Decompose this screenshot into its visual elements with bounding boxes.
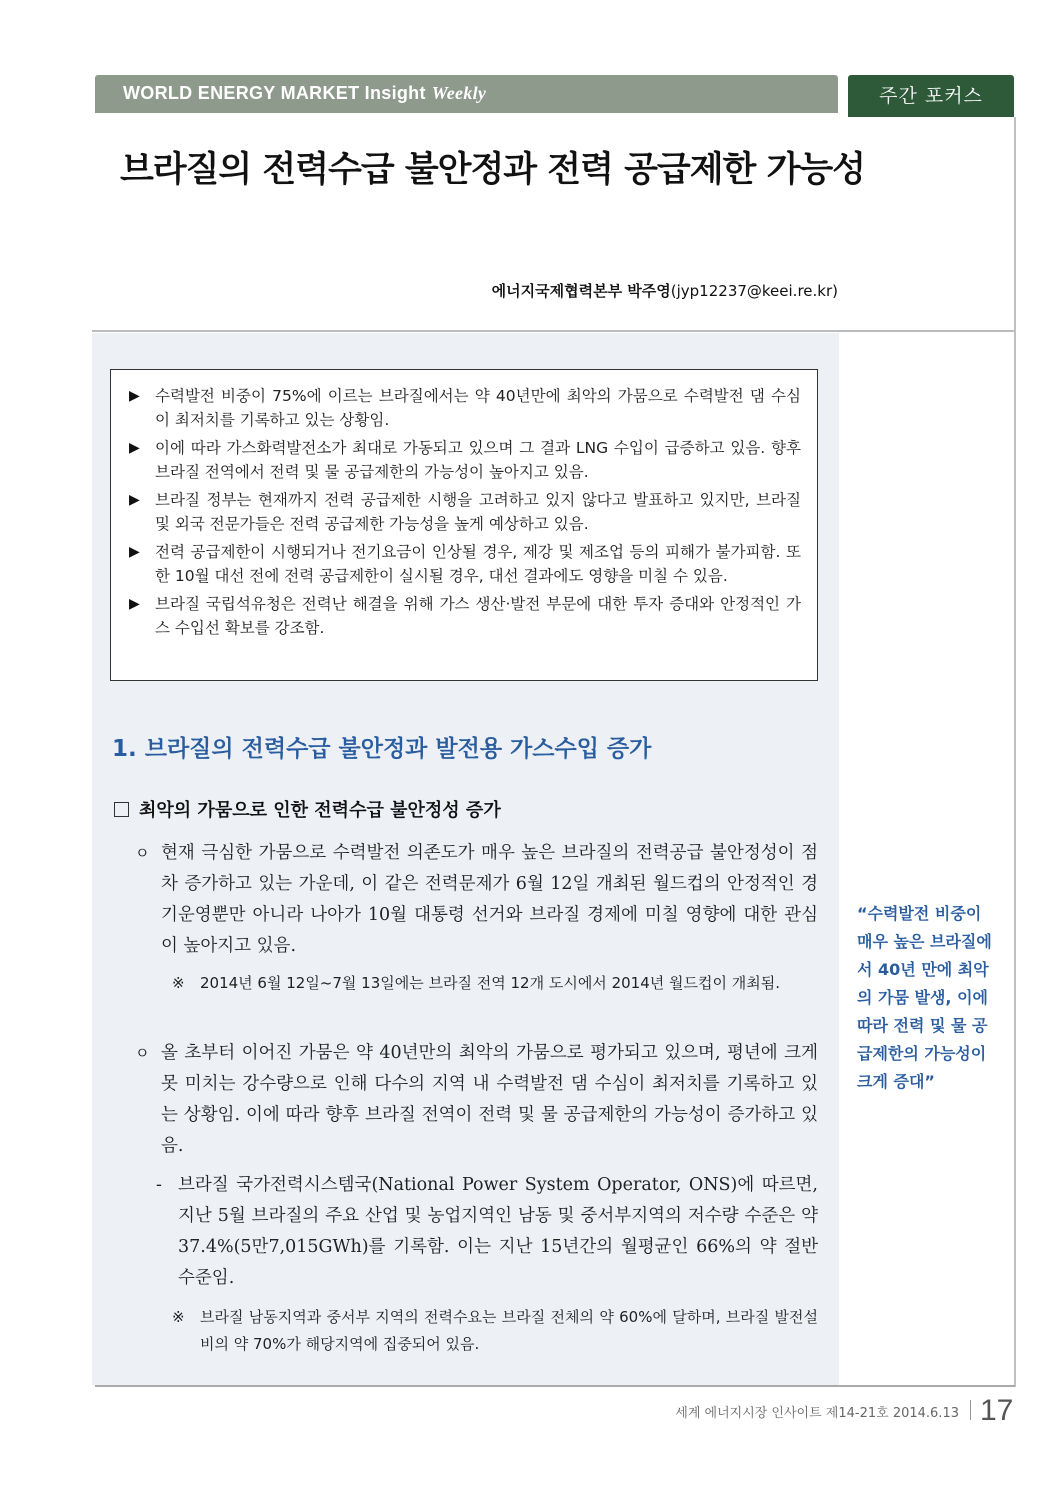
section-title: 1. 브라질의 전력수급 불안정과 발전용 가스수입 증가 (112, 736, 652, 762)
arrow-icon: ▶ (129, 492, 140, 508)
body-paragraph: ㅇ 올 초부터 이어진 가뭄은 약 40년만의 최악의 가뭄으로 평가되고 있으며, 평년에 크게 못 미치는 강수량으로 인해 다수의 지역 내 수력발전 댐 수심이 최저치를 기록하고 있는 상황임. 이에 따라 향후 브라질 전역이 전력 및 물 공급제한의 가능성이 증가하고 있음. (135, 1038, 818, 1162)
footer-text: 세계 에너지시장 인사이트 제14-21호 2014.6.13 (675, 1406, 959, 1421)
note-paragraph: ※ 2014년 6월 12일~7월 13일에는 브라질 전역 12개 도시에서 2014년 월드컵이 개최됨. (172, 970, 818, 997)
header-separator (92, 330, 1014, 332)
author-dept: 에너지국제협력본부 박주영 (491, 282, 671, 300)
summary-item: ▶ 브라질 국립석유청은 전력난 해결을 위해 가스 생산·발전 부문에 대한 투자 증대와 안정적인 가스 수입선 확보를 강조함. (129, 592, 801, 640)
brand-label: WORLD ENERGY MARKET Insight Weekly (123, 83, 487, 103)
page-number: 17 (980, 1394, 1014, 1427)
checkbox-square-icon (114, 802, 129, 817)
body-paragraph: ㅇ 현재 극심한 가뭄으로 수력발전 의존도가 매우 높은 브라질의 전력공급 불안정성이 점차 증가하고 있는 가운데, 이 같은 전력문제가 6월 12일 개최된 월드컵의 안정적인 경기운영뿐만 아니라 나아가 10월 대통령 선거와 브라질 경제에 미칠 영향에 대한 관심이 높아지고 있음. (135, 838, 818, 962)
summary-item: ▶ 전력 공급제한이 시행되거나 전기요금이 인상될 경우, 제강 및 제조업 등의 피해가 불가피함. 또한 10월 대선 전에 전력 공급제한이 실시될 경우, 대선 결과에도 영향을 미칠 수 있음. (129, 540, 801, 588)
summary-item: ▶ 브라질 정부는 현재까지 전력 공급제한 시행을 고려하고 있지 않다고 발표하고 있지만, 브라질 및 외국 전문가들은 전력 공급제한 가능성을 높게 예상하고 있음. (129, 488, 801, 536)
weekly-label: Weekly (431, 83, 487, 103)
header-bar (95, 75, 838, 113)
circle-bullet-icon: ㅇ (135, 844, 150, 862)
arrow-icon: ▶ (129, 544, 140, 560)
article-title: 브라질의 전력수급 불안정과 전력 공급제한 가능성 (120, 150, 865, 190)
arrow-icon: ▶ (129, 440, 140, 456)
subsection-title: 최악의 가뭄으로 인한 전력수급 불안정성 증가 (114, 796, 501, 822)
arrow-icon: ▶ (129, 596, 140, 612)
summary-item: ▶ 수력발전 비중이 75%에 이르는 브라질에서는 약 40년만에 최악의 가뭄으로 수력발전 댐 수심이 최저치를 기록하고 있는 상황임. (129, 384, 801, 432)
note-paragraph: ※ 브라질 남동지역과 중서부 지역의 전력수요는 브라질 전체의 약 60%에 달하며, 브라질 발전설비의 약 70%가 해당지역에 집중되어 있음. (172, 1304, 818, 1358)
author-email[interactable]: (jyp12237@keei.re.kr) (670, 282, 838, 300)
dash-mark: - (156, 1175, 162, 1195)
section-tag: 주간 포커스 (848, 75, 1014, 117)
footer-rule (95, 1385, 1015, 1387)
summary-item: ▶ 이에 따라 가스화력발전소가 최대로 가동되고 있으며 그 결과 LNG 수입이 급증하고 있음. 향후 브라질 전역에서 전력 및 물 공급제한의 가능성이 높아지고 있음. (129, 436, 801, 484)
arrow-icon: ▶ (129, 388, 140, 404)
pull-quote: “수력발전 비중이 매우 높은 브라질에서 40년 만에 최악의 가뭄 발생, 이에 따라 전력 및 물 공급제한의 가능성이 크게 증대” (857, 904, 992, 1091)
author-line (492, 280, 838, 301)
circle-bullet-icon: ㅇ (135, 1044, 150, 1062)
reference-mark-icon: ※ (172, 1308, 185, 1326)
right-divider (1014, 117, 1016, 1387)
reference-mark-icon: ※ (172, 974, 185, 992)
summary-box (110, 369, 818, 681)
dash-paragraph: - 브라질 국가전력시스템국(National Power System Operator, ONS)에 따르면, 지난 5월 브라질의 주요 산업 및 농업지역인 남동 및 중서부지역의 저수량 수준은 약 37.4%(5만7,015GWh)를 기록함. 이는 지난 15년간의 월평균인 66%의 약 절반 수준임. (156, 1170, 818, 1294)
footer-separator (970, 1400, 971, 1420)
